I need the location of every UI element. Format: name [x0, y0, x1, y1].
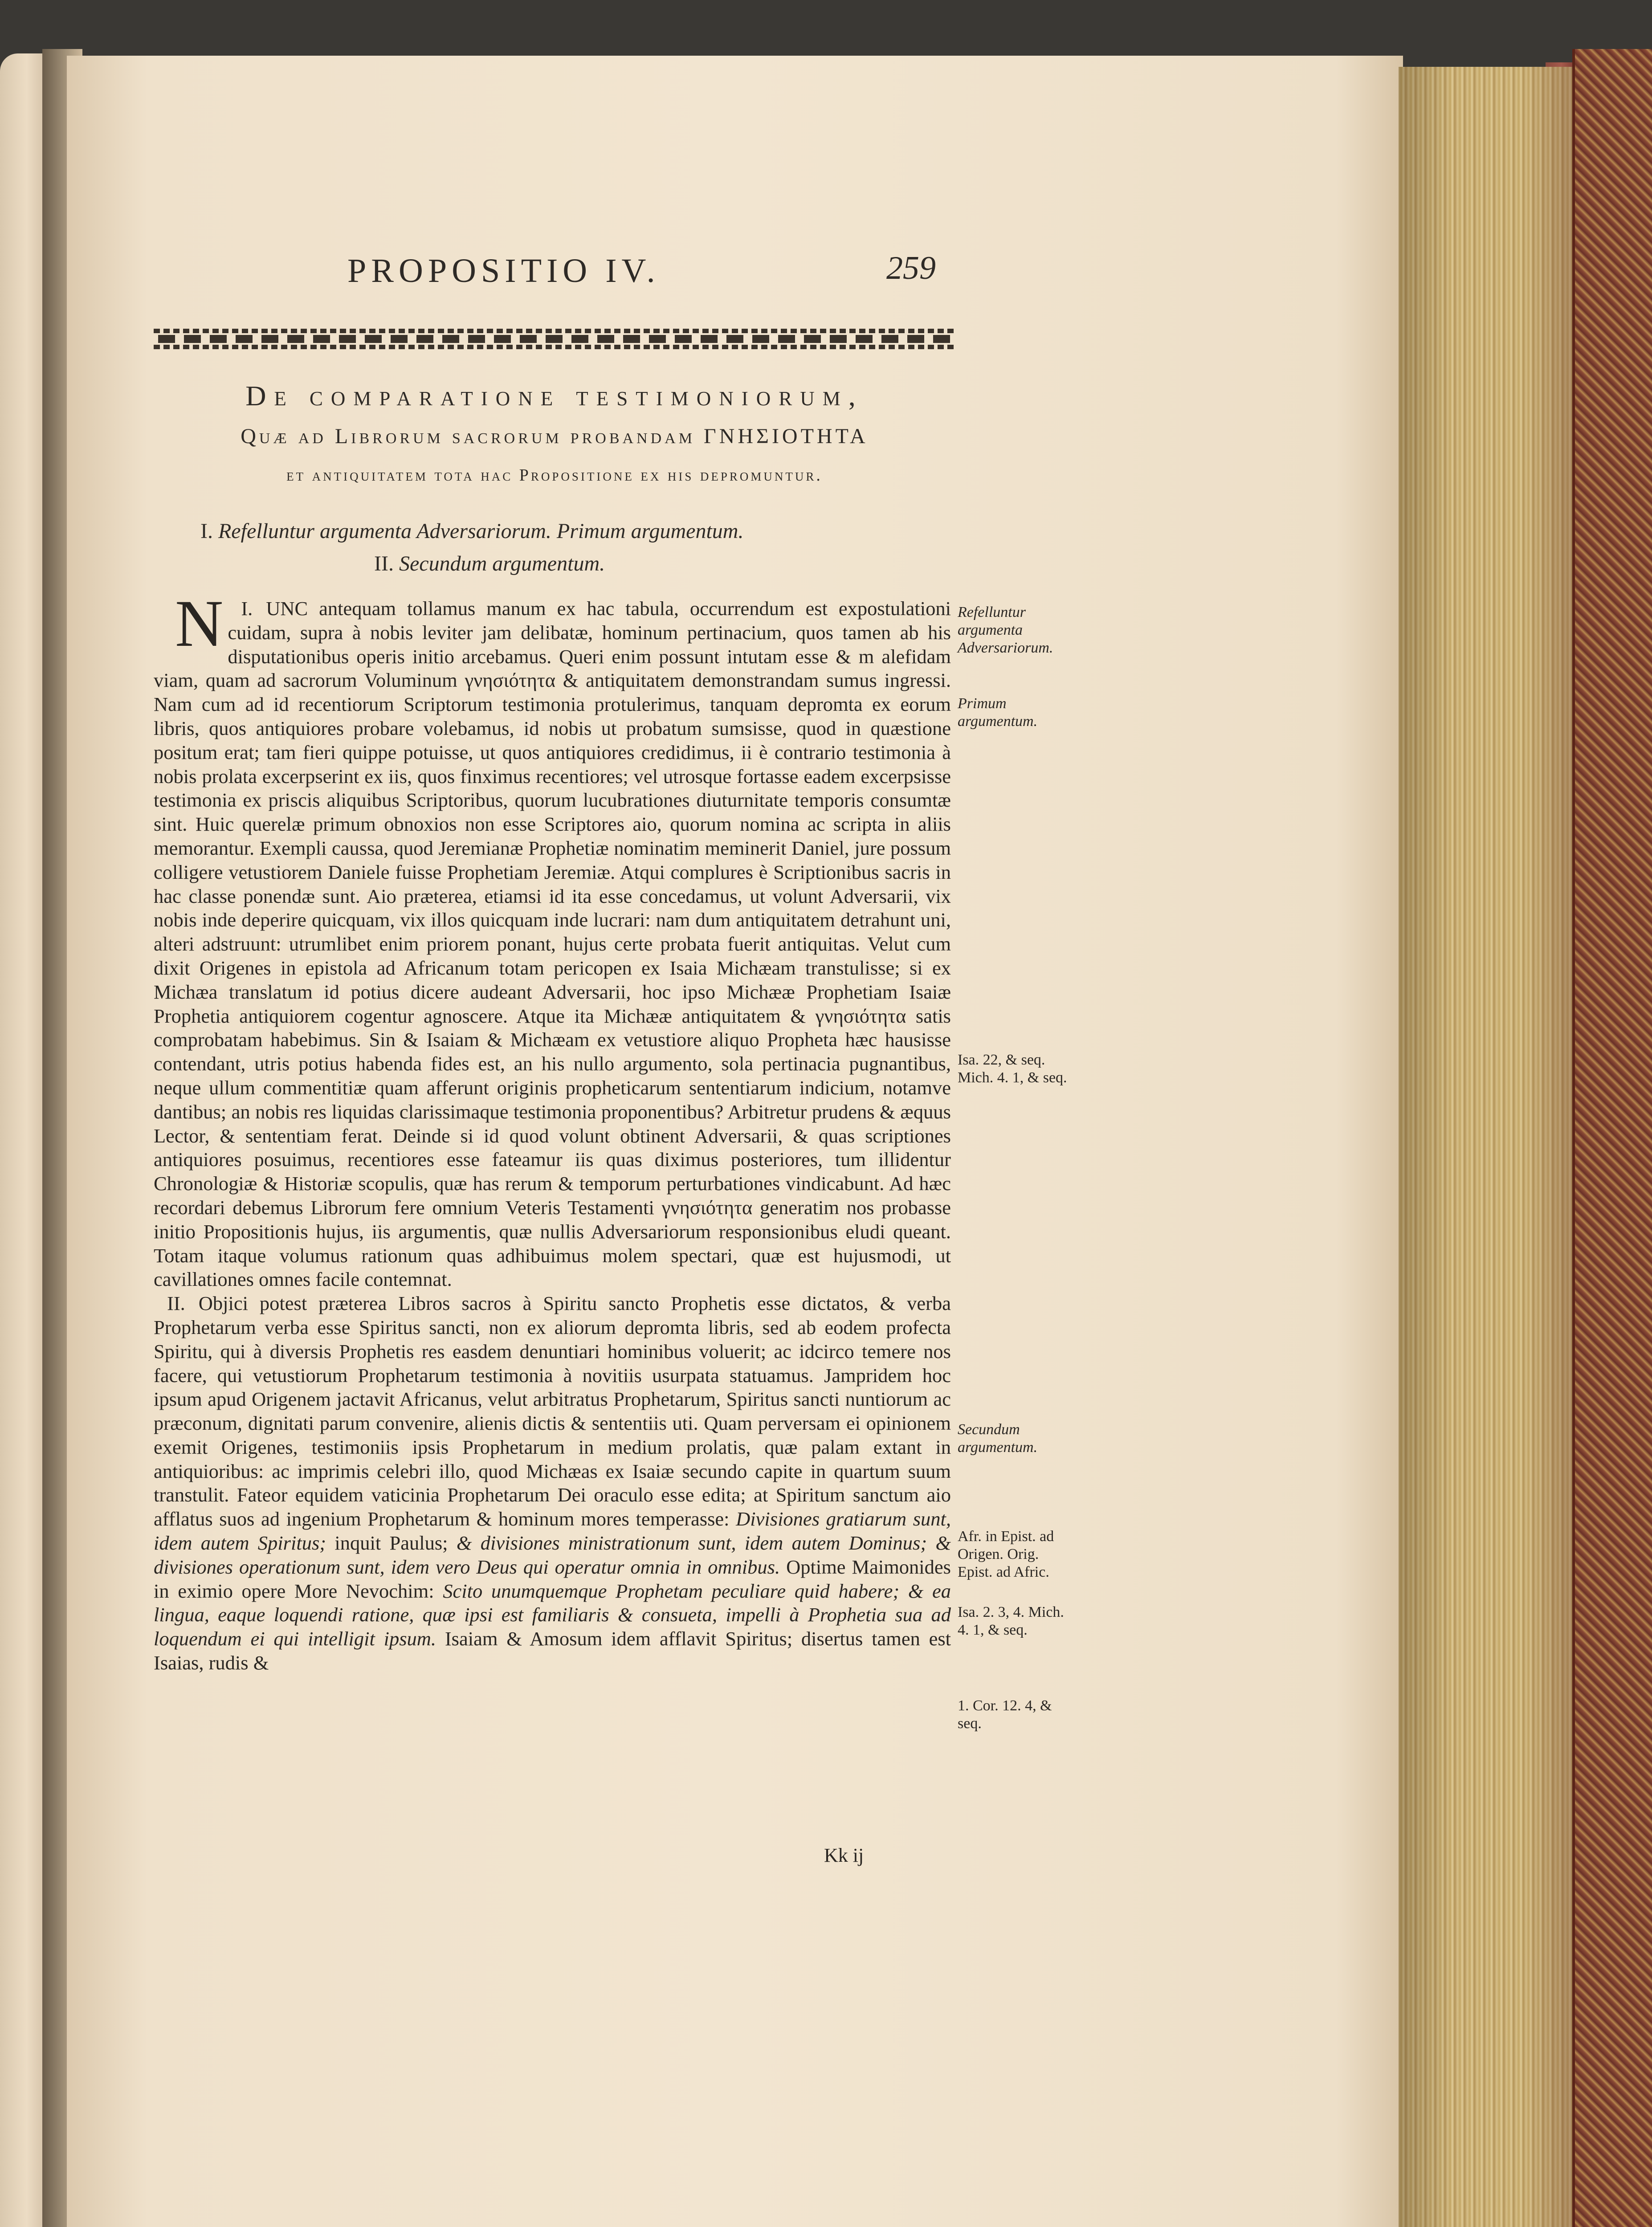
- paragraph-number-2: II.: [167, 1292, 185, 1315]
- summary-line-1: [200, 519, 958, 543]
- margin-note-5: Afr. in Epist. ad Origen. Orig. Epist. ad Afric.: [958, 1528, 1054, 1580]
- page-number: 259: [886, 250, 936, 286]
- paragraph-2-end: Isaiam & Amosum idem afflavit Spiritus; disertus tamen est Isaias, rudis &: [154, 1627, 951, 1674]
- page-edges-shade: [1399, 67, 1577, 2227]
- ornament-divider: [154, 329, 955, 349]
- margin-note-1: Refelluntur argumenta Adversariorum.: [958, 604, 1053, 656]
- paragraph-2-quote-3: Scito unumquemque Prophetam peculiare quid habere; & ea lingua, eaque loquendi ratione, quæ ipsi est familiaris & consueta, impelli à Prophetia sua ad loquendum ei qui intelligit ipsum.: [154, 1579, 951, 1650]
- paragraph-2-text: Objici potest præterea Libros sacros à Spiritu sancto Prophetis esse dictatos, & verba Prophetarum verba esse Spiritus sancti, non ex aliorum depromta libris, sed ab eodem profecta Spiritu, qui à diversis Prophetis res easdem denuntiari hominibus voluerit; ac idcirco temere nos facere, qui vetustiorum Prophetarum testimonia à novitiis usurpata statuamus. Jampridem hoc ipsum apud Origenem jactavit Africanus, velut arbitratus Prophetarum, Spiritus sancti nuntiorum ac præconum, dignitati parum convenire, alienis dictis & sententiis uti. Quam perversam ei opinionem exemit Origenes, testimoniis ipsis Prophetarum in medium prolatis, quæ palam extant in antiquioribus: ac imprimis celebri illo, quod Michæas ex Isaiæ secundo capite in quartum suum transtulit. Fateor equidem vaticinia Prophetarum Dei oraculo esse edita; at Spiritum sanctum aio afflatus suos ad ingenium Prophetarum & hominum mores temperasse:: [154, 1292, 951, 1530]
- section-subtitle: Quæ ad Librorum sacrorum probandam ΓΝΗΣΙΟΤΗΤΑ: [241, 424, 869, 448]
- summary-line-2: [374, 551, 953, 576]
- margin-note-3: Isa. 22, & seq. Mich. 4. 1, & seq.: [958, 1052, 1067, 1086]
- paragraph-1-text: UNC antequam tollamus manum ex hac tabula, occurrendum est expostulationi cuidam, supra à nobis leviter jam delibatæ, hominum pertinacium, quos tamen ab his disputationibus operis initio arcebamus. Queri enim possunt intutam esse & m alefidam viam, quam ad sacrorum Voluminum γνησιότητα & antiquitatem demonstrandam sumus ingressi. Nam cum ad id recentiorum Scriptorum testimonia protulerimus, tanquam depromta ex eorum libris, quos antiquiores probare volebamus, id nobis ut probatum sumsisse, quod in quæstione positum erat; tam fieri quippe potuisse, ut quos antiquiores credidimus, ii è contrario testimonia à nobis prolata excerpserint ex iis, quos finximus recentiores; vel utrosque fortasse eadem excerpsisse testimonia ex priscis aliquibus Scriptoribus, quorum lucubrationes diuturnitate temporis consumtæ sint. Huic querelæ primum obnoxios non esse Scriptores aio, quorum nomina ac scripta in aliis memorantur. Exempli caussa, quod Jeremianæ Prophetiæ nominatim meminerit Daniel, jure possum colligere vetustiorem Daniele fuisse Prophetiam Jeremiæ. Atqui complures è Scriptionibus sacris in hac classe ponendæ sunt. Aio præterea, etiamsi id ita esse concedamus, ut volunt Adversarii, vix nobis inde deperire quicquam, vix illos quicquam inde lucrari: nam dum antiquitatem detrahunt uni, alteri adstruunt: utrumlibet enim priorem ponant, hujus certe probata fuerit antiquitas. Velut cum dixit Origenes in epistola ad Africanum totam pericopen ex Isaia Michæam transtulisse; si ex Michæa translatum id potius dicere audeant Adversarii, hoc ipso Michææ Prophetiam Isaiæ Prophetia antiquiorem cogentur agnoscere. Atque ita Michææ antiquitatem & γνησιότητα satis comprobatam habebimus. Sin & Isaiam & Michæam ex vetustiore aliquo Propheta hæc hausisse contendant, utris potius habenda fides est, an his nullo argumento, sola pertinacia pugnantibus, neque ullum commentitiæ quam afferunt originis propheticarum sententiarum indicium, notamve dantibus; an nobis res liquidas clarissimaque testimonia proponentibus? Arbitretur prudens & æquus Lector, & sententiam ferat. Deinde si id quod volunt obtinent Adversarii, & quas scriptiones antiquiores posuimus, recentiores esse fateamur iis quas diximus posteriores, tum illidentur Chronologiæ & Historiæ scopulis, quæ has rerum & temporum perturbationes vindicabunt. Ad hæc recordari debemus Librorum fere omnium Veteris Testamenti γνησιότητα generatim nos probasse initio Propositionis hujus, iis argumentis, quæ nullis Adversariorum responsionibus eludi queant. Totam itaque volumus rationum quas adhibuimus molem spectari, quæ est hujusmodi, ut cavillationes omnes facile contemnat.: [154, 597, 951, 1291]
- book-cover: [1572, 49, 1652, 2227]
- paragraph-2: [154, 1292, 951, 1675]
- paragraph-number-1: I.: [241, 597, 253, 620]
- paragraph-2-mid-2: Optime Maimonides in eximio opere More Nevochim:: [154, 1555, 951, 1602]
- body-text: [154, 587, 951, 1675]
- summary-text-2: Secundum argumentum.: [399, 552, 605, 575]
- paragraph-2-quote-1: Divisiones gratiarum sunt, idem autem Spiritus;: [154, 1508, 951, 1554]
- paragraph-1: [154, 587, 951, 1292]
- summary-num-2: II.: [374, 552, 394, 575]
- summary-num-1: I.: [200, 519, 213, 543]
- paragraph-2-mid-1: inquit Paulus;: [334, 1532, 448, 1554]
- margin-note-6: Isa. 2. 3, 4. Mich. 4. 1, & seq.: [958, 1604, 1064, 1638]
- summary-text-1: Refelluntur argumenta Adversariorum. Primum argumentum.: [218, 519, 744, 543]
- margin-note-7: 1. Cor. 12. 4, & seq.: [958, 1697, 1052, 1732]
- section-subtitle-2: et antiquitatem tota hac Propositione ex his depromuntur.: [286, 466, 823, 485]
- section-title: De comparatione testimoniorum,: [245, 380, 864, 412]
- paragraph-2-quote-2: & divisiones ministrationum sunt, idem autem Dominus; & divisiones operationum sunt, idem vero Deus qui operatur omnia in omnibus.: [154, 1532, 951, 1578]
- drop-cap: N: [175, 587, 224, 661]
- catchword: Kk ij: [824, 1844, 864, 1866]
- margin-note-2: Primum argumentum.: [958, 695, 1038, 730]
- running-head: PROPOSITIO IV.: [347, 252, 660, 290]
- margin-note-4: Secundum argumentum.: [958, 1421, 1038, 1456]
